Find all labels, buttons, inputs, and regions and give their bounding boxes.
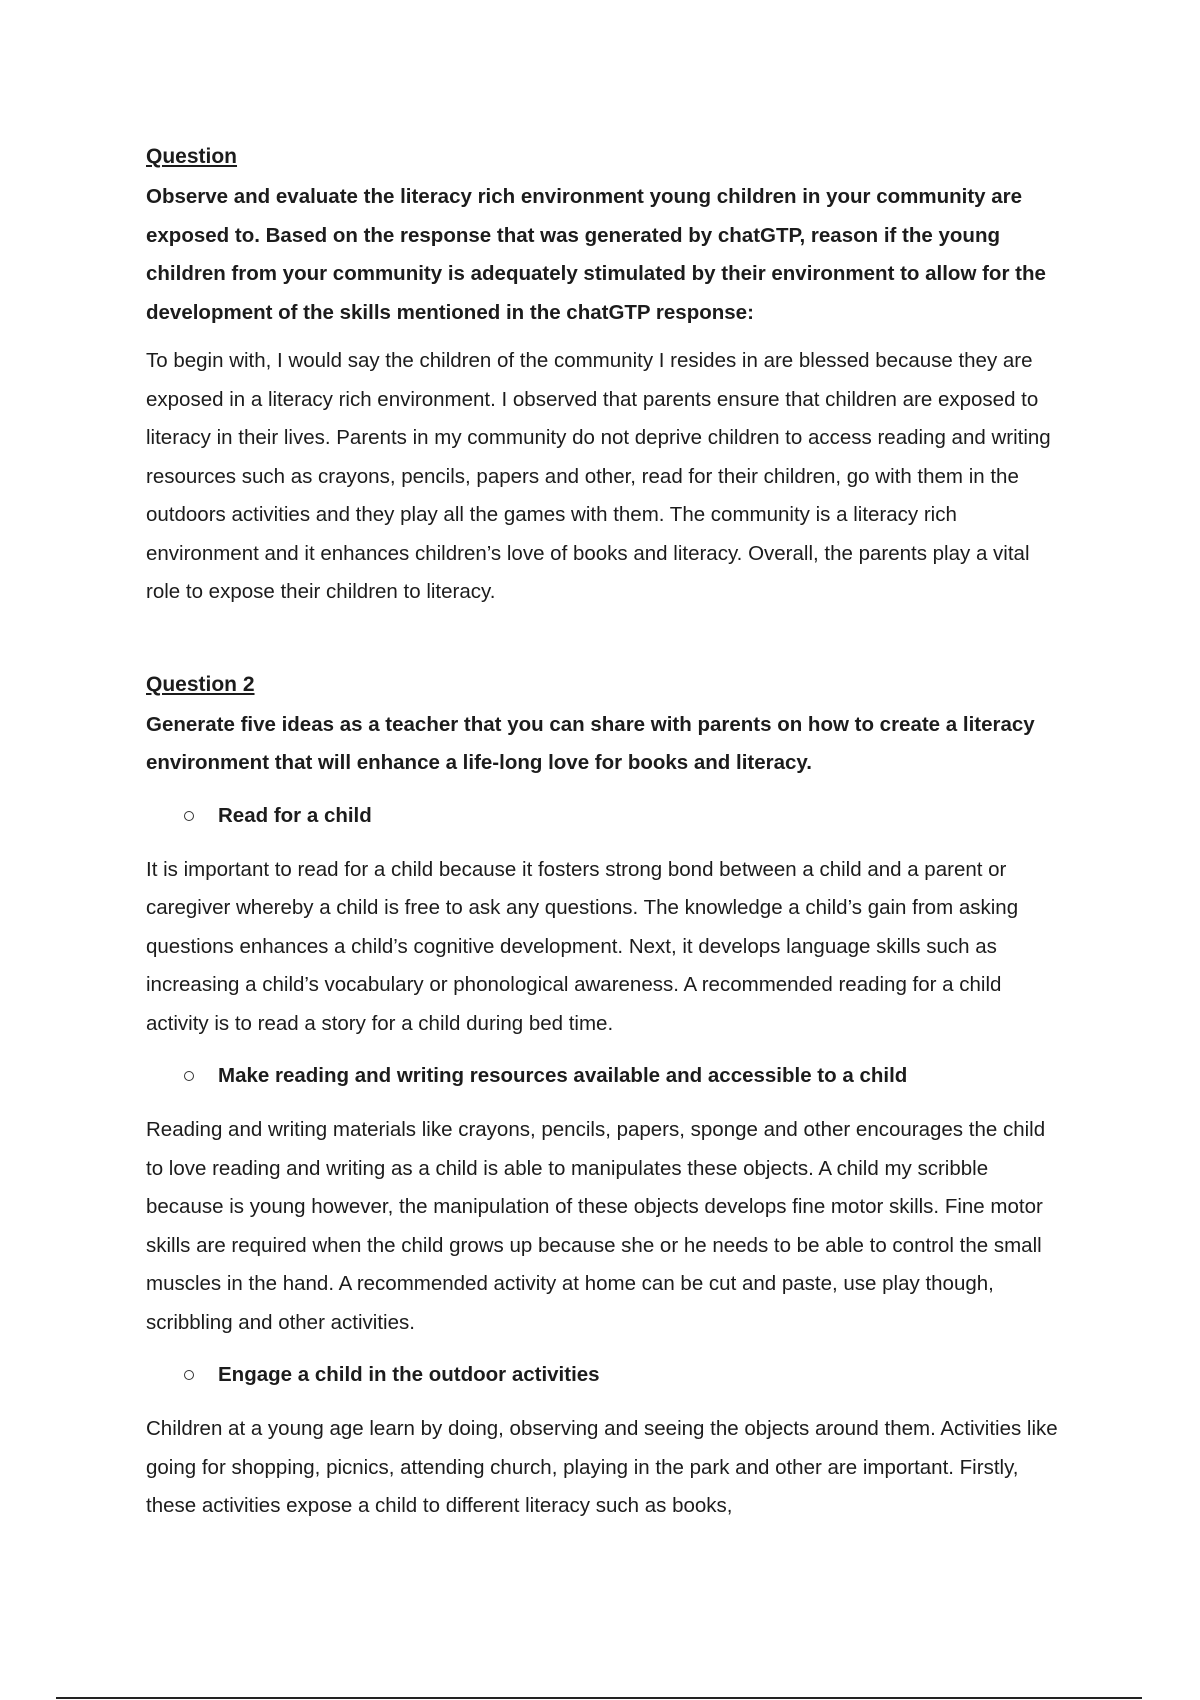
idea-1-body: It is important to read for a child because it fosters strong bond between a child and a parent or caregiver whereby a child is free to ask any questions. The knowledge a child’s gain from asking questions enhances a child’s cognitive development. Next, it develops language skills such as increasing a child’s vocabulary or phonological awareness. A recommended reading for a child activity is to read a story for a child during bed time. xyxy=(146,857,1019,1035)
footer-divider xyxy=(56,1697,1142,1699)
hollow-circle-bullet-icon xyxy=(184,1370,194,1380)
idea-2-title-item xyxy=(184,1057,1066,1095)
question-1-prompt: Observe and evaluate the literacy rich environment young children in your community are exposed to. Based on the response that was generated by chatGTP, reason if the young children from your community is adequately stimulated by their environment to allow for the development of the skills mentioned in the chatGTP response: xyxy=(146,185,1046,324)
question-1-heading: Question xyxy=(146,145,238,168)
idea-1-title: Read for a child xyxy=(218,803,372,827)
idea-1-title-item xyxy=(184,797,1066,835)
document-page xyxy=(146,142,1066,1540)
question-1-answer: To begin with, I would say the children of the community I resides in are blessed because they are exposed in a literacy rich environment. I observed that parents ensure that children are exposed to literacy in their lives. Parents in my community do not deprive children to access reading and writing resources such as crayons, pencils, papers and other, read for their children, go with them in the outdoors activities and they play all the games with them. The community is a literacy rich environment and it enhances children’s love of books and literacy. Overall, the parents play a vital role to expose their children to literacy. xyxy=(146,349,1051,603)
idea-3-title: Engage a child in the outdoor activities xyxy=(218,1363,600,1386)
section-spacer xyxy=(146,612,1066,670)
idea-2-title: Make reading and writing resources available and accessible to a child xyxy=(218,1064,908,1087)
question-2-heading: Question 2 xyxy=(146,672,255,696)
hollow-circle-bullet-icon xyxy=(184,811,194,821)
idea-3-title-item xyxy=(184,1356,1066,1394)
idea-2-body: Reading and writing materials like crayons, pencils, papers, sponge and other encourages the child to love reading and writing as a child is able to manipulates these objects. A child my scribble because is young however, the manipulation of these objects develops fine motor skills. Fine motor skills are required when the child grows up because she or he needs to be able to control the small muscles in the hand. A recommended activity at home can be cut and paste, use play though, scribbling and other activities. xyxy=(146,1118,1046,1334)
idea-3-body: Children at a young age learn by doing, observing and seeing the objects around them. Activities like going for shopping, picnics, attending church, playing in the park and other are important. Firstly, these activities expose a child to different literacy such as books, xyxy=(146,1417,1058,1517)
hollow-circle-bullet-icon xyxy=(184,1071,194,1081)
question-2-prompt: Generate five ideas as a teacher that you can share with parents on how to create a literacy environment that will enhance a life-long love for books and literacy. xyxy=(146,712,1035,774)
